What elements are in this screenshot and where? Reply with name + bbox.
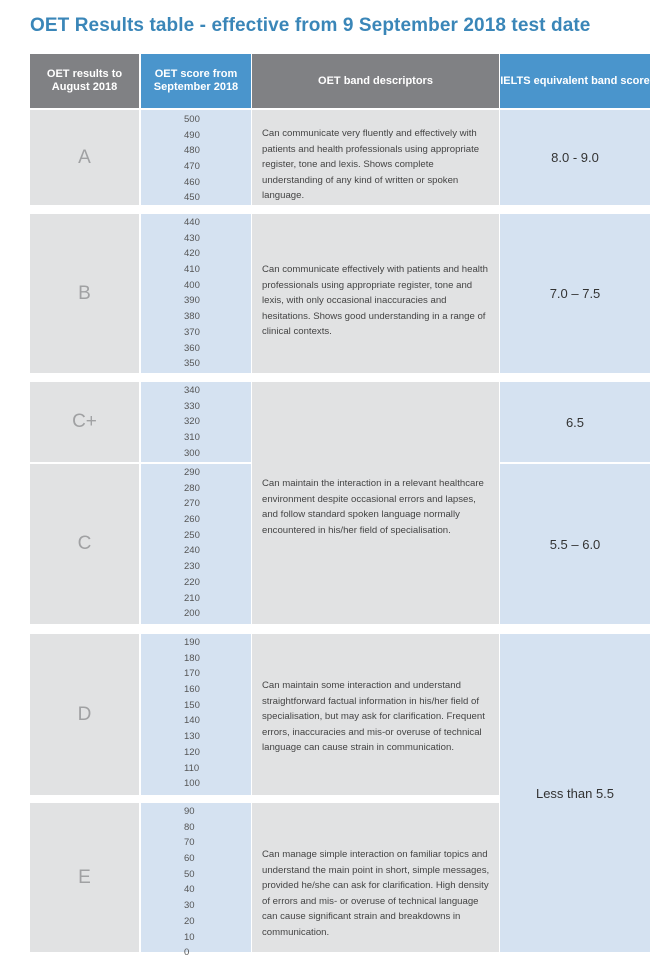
scores-cell-e — [141, 803, 251, 959]
score: 250 — [184, 529, 200, 541]
ielts-cell-c: 5.5 – 6.0 — [500, 464, 650, 624]
score: 370 — [184, 326, 200, 338]
score: 130 — [184, 731, 200, 743]
score: 440 — [184, 217, 200, 228]
score: 220 — [184, 576, 200, 588]
grade-cell-c: C — [30, 464, 139, 624]
score: 330 — [184, 400, 200, 412]
score: 350 — [184, 358, 200, 370]
score: 260 — [184, 514, 200, 526]
score: 320 — [184, 416, 200, 428]
score: 230 — [184, 561, 200, 573]
ielts-cell-de-shared: Less than 5.5 — [500, 634, 650, 952]
score: 50 — [184, 868, 195, 880]
score: 270 — [184, 498, 200, 510]
score: 290 — [184, 467, 200, 478]
score: 140 — [184, 715, 200, 727]
score: 10 — [184, 931, 195, 943]
header-oet-results-to-aug-2018: OET results to August 2018 — [30, 54, 139, 108]
header-oet-score-from-sep-2018: OET score from September 2018 — [141, 54, 251, 108]
grade-cell-d: D — [30, 634, 139, 795]
scores-cell-d — [141, 634, 251, 795]
score: 30 — [184, 900, 195, 912]
score: 380 — [184, 311, 200, 323]
score: 100 — [184, 778, 200, 790]
score: 200 — [184, 608, 200, 620]
score: 470 — [184, 161, 200, 173]
grade-cell-e: E — [30, 803, 139, 952]
score: 460 — [184, 176, 200, 188]
score: 210 — [184, 592, 200, 604]
page-title: OET Results table - effective from 9 September 2018 test date — [30, 15, 591, 36]
descriptor-cell-b: Can communicate effectively with patients and health professionals using appropriate register, tone and lexis, with only occasional inaccuracies and hesitations. Shows good understanding in a range of clinical contexts. — [252, 214, 499, 373]
score: 400 — [184, 279, 200, 291]
descriptor-cell-c-shared: Can maintain the interaction in a relevant healthcare environment despite occasional errors and lapses, and follow standard spoken language normally encountered in his/her field of specialisation. — [252, 382, 499, 624]
header-band-descriptors: OET band descriptors — [252, 54, 499, 108]
score: 360 — [184, 342, 200, 354]
score: 60 — [184, 853, 195, 865]
score: 450 — [184, 192, 200, 204]
descriptor-cell-d: Can maintain some interaction and understand straightforward factual information in his/her field of specialisation, but may ask for clarification. Frequent errors, inaccuracies and mis-or overuse of technical language can cause strain in communication. — [252, 634, 499, 795]
grade-cell-b: B — [30, 214, 139, 373]
score: 170 — [184, 668, 200, 680]
score: 490 — [184, 129, 200, 141]
score: 190 — [184, 637, 200, 648]
score: 70 — [184, 837, 195, 849]
score: 300 — [184, 447, 200, 459]
score: 90 — [184, 806, 195, 817]
score: 410 — [184, 264, 200, 276]
header-ielts-equivalent: IELTS equivalent band score — [500, 54, 650, 108]
score: 110 — [184, 762, 200, 774]
score: 150 — [184, 699, 200, 711]
score: 340 — [184, 385, 200, 396]
ielts-cell-c-plus: 6.5 — [500, 382, 650, 462]
score: 310 — [184, 432, 200, 444]
score: 120 — [184, 746, 200, 758]
score: 40 — [184, 884, 195, 896]
scores-cell-a — [141, 110, 251, 205]
ielts-cell-a: 8.0 - 9.0 — [500, 110, 650, 205]
descriptor-cell-a: Can communicate very fluently and effectively with patients and health professionals using appropriate register, tone and lexis. Shows complete understanding of any kind of written or spoken language. — [252, 110, 499, 205]
grade-cell-c-plus: C+ — [30, 382, 139, 462]
score: 280 — [184, 482, 200, 494]
score: 20 — [184, 915, 195, 927]
descriptor-cell-e: Can manage simple interaction on familiar topics and understand the main point in short, simple messages, provided he/she can ask for clarification. High density of errors and mis- or overuse of technical language can cause significant strain and breakdowns in communication. — [252, 803, 499, 952]
score: 80 — [184, 821, 195, 833]
score: 390 — [184, 295, 200, 307]
score: 160 — [184, 684, 200, 696]
score: 0 — [184, 947, 190, 959]
grade-cell-a: A — [30, 110, 139, 205]
ielts-cell-b: 7.0 – 7.5 — [500, 214, 650, 373]
score: 240 — [184, 545, 200, 557]
score: 500 — [184, 114, 200, 125]
score: 420 — [184, 248, 200, 260]
scores-cell-c — [141, 464, 251, 624]
score: 180 — [184, 652, 200, 664]
score: 430 — [184, 232, 200, 244]
scores-cell-b — [141, 214, 251, 373]
score: 480 — [184, 145, 200, 157]
scores-cell-c-plus — [141, 382, 251, 462]
